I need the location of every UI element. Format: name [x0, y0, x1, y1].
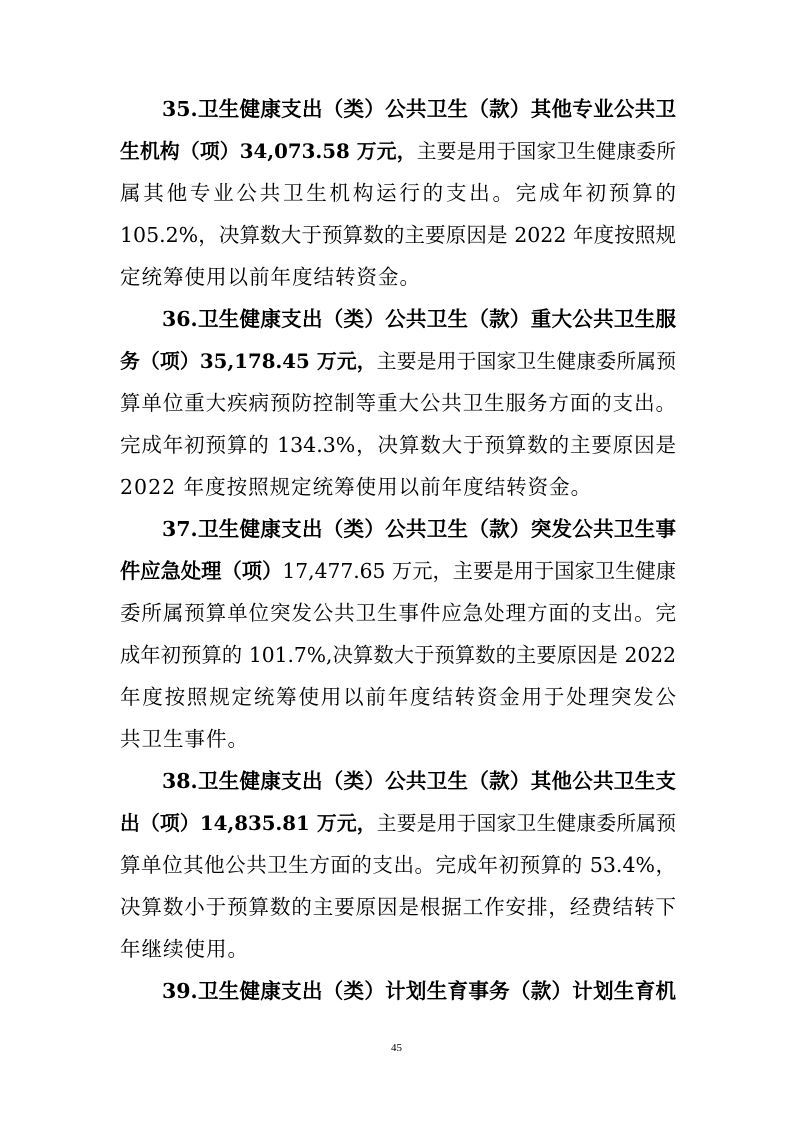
bold-text: 36.卫生健康支出（类）公共卫生（款）重大公共卫生服 — [162, 307, 676, 331]
body-text: 主要是用于国家卫生健康委所 — [416, 140, 676, 163]
text-line — [162, 89, 676, 129]
text-line — [120, 383, 676, 423]
text-line — [120, 551, 676, 591]
bold-text: 35.卫生健康支出（类）公共卫生（款）其他专业公共卫 — [162, 97, 676, 121]
text-line — [162, 971, 676, 1011]
text-line — [120, 929, 676, 969]
body-text: 2022 年度按照规定统筹使用以前年度结转资金。 — [120, 475, 593, 499]
body-text: 委所属预算单位突发公共卫生事件应急处理方面的支出。完 — [120, 601, 676, 625]
body-text: 主要是用于国家卫生健康委所属预 — [376, 350, 676, 373]
text-line — [162, 299, 676, 339]
body-text: 年继续使用。 — [120, 937, 249, 961]
bold-text: 38.卫生健康支出（类）公共卫生（款）其他公共卫生支 — [162, 769, 676, 793]
body-text: 决算数小于预算数的主要原因是根据工作安排，经费结转下 — [120, 895, 676, 919]
body-text: 105.2%，决算数大于预算数的主要原因是 2022 年度按照规 — [120, 223, 676, 247]
text-line — [120, 635, 676, 675]
body-text: 算单位重大疾病预防控制等重大公共卫生服务方面的支出。 — [120, 391, 676, 415]
text-line — [162, 761, 676, 801]
text-line — [120, 803, 676, 843]
text-line — [120, 425, 676, 465]
text-line — [120, 719, 676, 759]
text-line — [120, 677, 676, 717]
text-line — [120, 593, 676, 633]
bold-text: 生机构（项）34,073.58 万元， — [120, 139, 417, 163]
bold-text: 出（项）14,835.81 万元， — [120, 811, 377, 835]
page-number: 45 — [391, 1042, 402, 1054]
text-line — [162, 509, 676, 549]
text-line — [120, 341, 676, 381]
body-text: 成年初预算的 101.7%,决算数大于预算数的主要原因是 2022 — [120, 643, 676, 667]
text-line — [120, 131, 676, 171]
body-text: 17,477.65 万元，主要是用于国家卫生健康 — [282, 559, 676, 583]
text-line — [120, 257, 676, 297]
text-line — [120, 845, 676, 885]
bold-text: 务（项）35,178.45 万元， — [120, 349, 377, 373]
bold-text: 件应急处理（项） — [120, 559, 283, 583]
body-text: 算单位其他公共卫生方面的支出。完成年初预算的 53.4%， — [120, 853, 676, 877]
body-text: 定统筹使用以前年度结转资金。 — [120, 265, 421, 289]
text-line — [120, 467, 676, 507]
body-text: 共卫生事件。 — [120, 727, 249, 751]
body-text: 完成年初预算的 134.3%，决算数大于预算数的主要原因是 — [120, 433, 676, 457]
body-text: 属其他专业公共卫生机构运行的支出。完成年初预算的 — [120, 181, 676, 205]
text-line — [120, 887, 676, 927]
text-line — [120, 173, 676, 213]
text-line — [120, 215, 676, 255]
bold-text: 39.卫生健康支出（类）计划生育事务（款）计划生育机 — [162, 979, 676, 1003]
body-text: 年度按照规定统筹使用以前年度结转资金用于处理突发公 — [120, 685, 676, 709]
body-text: 主要是用于国家卫生健康委所属预 — [376, 812, 676, 835]
bold-text: 37.卫生健康支出（类）公共卫生（款）突发公共卫生事 — [162, 517, 676, 541]
